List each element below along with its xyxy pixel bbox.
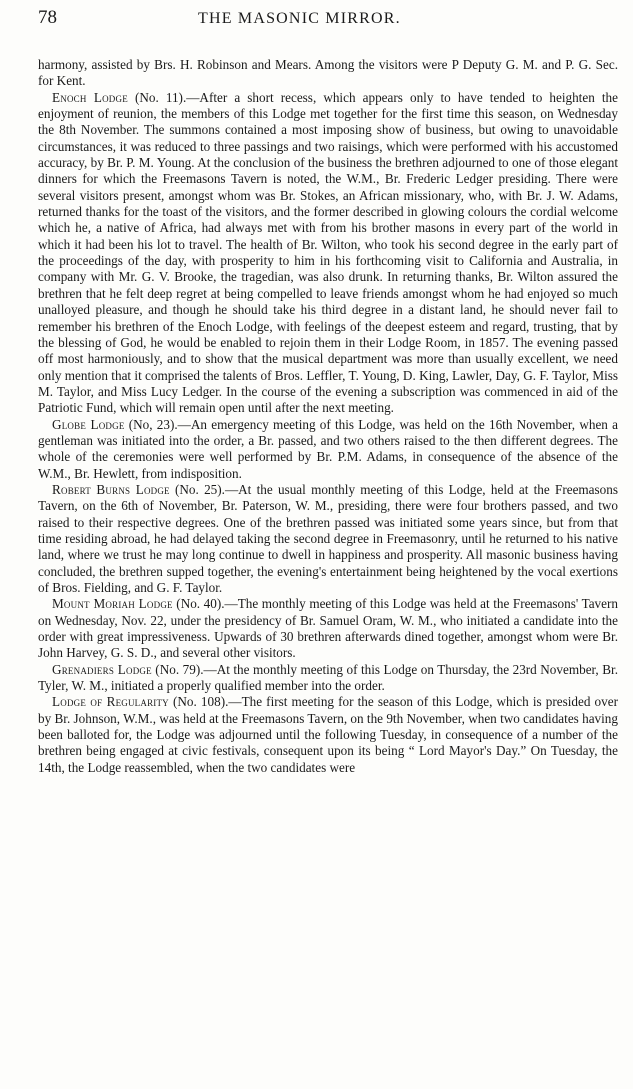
lodge-name: Mount Moriah Lodge — [52, 596, 173, 612]
paragraph-text: (No. 40).—The monthly meeting of this Lodge was held at the Freemasons' Tavern on Wednesday, Nov. 22, under the presidency of Br. Samuel Oram, W. M., who initiated a candidate into the order with great impressiveness. Upwards of 30 brethren afterwards dined together, amongst whom were Br. John Harvey, G. S. D., and several other visitors. — [38, 596, 618, 661]
lodge-name: Grenadiers Lodge — [52, 661, 152, 677]
paragraph-grenadiers-lodge — [38, 662, 618, 695]
page-number: 78 — [38, 7, 57, 28]
paragraph-lodge-of-regularity — [38, 694, 618, 776]
paragraph-globe-lodge — [38, 417, 618, 482]
paragraph-text: harmony, assisted by Brs. H. Robinson and Mears. Among the visitors were P Deputy G. M. and P. G. Sec. for Kent. — [38, 57, 618, 89]
paragraph-robert-burns-lodge — [38, 482, 618, 596]
page-header — [38, 6, 619, 32]
paragraph-continuation — [38, 57, 618, 90]
running-title: THE MASONIC MIRROR. — [198, 10, 401, 27]
paragraph-text: (No. 25).—At the usual monthly meeting of this Lodge, held at the Freemasons Tavern, on the 6th of November, Br. Paterson, W. M., presiding, there were four brothers passed, and two raised to their respective degrees. One of the brethren passed was initiated some years since, but from that time residing abroad, he had delayed taking the second degree in Freemasonry, until he returned to his native land, where we trust he may long continue to dwell in happiness and prosperity. All masonic business having concluded, the brethren supped together, the evening's entertainment being heightened by the vocal exertions of Bros. Fielding, and G. F. Taylor. — [38, 481, 618, 595]
lodge-name: Globe Lodge — [52, 416, 125, 432]
paragraph-text: (No. 11).—After a short recess, which appears only to have tended to heighten the enjoyment of reunion, the members of this Lodge met together for the first time this season, on Wednesday the 8th November. The summons contained a most imposing show of business, but owing to unavoidable circumstances, it was reduced to three passings and two raisings, which were performed with his accustomed accuracy, by Br. P. M. Young. At the conclusion of the business the brethren adjourned to one of those elegant dinners for which the Freemasons Tavern is noted, the W.M., Br. Frederic Ledger presiding. There were several visitors present, amongst whom was Br. Stokes, an African missionary, who, with Br. J. W. Adams, returned thanks for the toast of the visitors, and the former described in glowing colours the cordial welcome which he, a native of Africa, had always met with from his brother masons in every part of the world in which it had been his lot to travel. The health of Br. Wilton, who took his second degree in the early part of the proceedings of the day, with prosperity to him in his forthcoming visit to California and Australia, in company with Mr. G. V. Brooke, the tragedian, was also drunk. In returning thanks, Br. Wilton assured the brethren that he felt deep regret at being compelled to leave friends amongst whom he had enjoyed so much unalloyed pleasure, and though he should take his third degree in a distant land, he should never fail to remember his brethren of the Enoch Lodge, with feelings of the deepest esteem and regard, trusting, that by the blessing of God, he would be enabled to rejoin them in their Lodge Room, in 1857. The evening passed off most harmoniously, and to show that the musical department was more than usually excellent, we need only mention that it comprised the talents of Bros. Leffler, T. Young, D. King, Lawler, Day, G. F. Taylor, Miss M. Taylor, and Miss Lucy Ledger. In the course of the evening a subscription was commenced in aid of the Patriotic Fund, which will remain open until after the next meeting. — [38, 89, 618, 416]
paragraph-text: (No. 79).—At the monthly meeting of this Lodge on Thursday, the 23rd November, Br. Tyler, W. M., initiated a properly qualified member into the order. — [38, 661, 618, 694]
paragraph-text: (No, 23).—An emergency meeting of this Lodge, was held on the 16th November, when a gentleman was initiated into the order, a Br. passed, and two others raised to the then different degrees. The whole of the ceremonies were well performed by Br. P.M. Adams, in consequence of the absence of the W.M., Br. Hewlett, from indisposition. — [38, 416, 618, 481]
article-body — [38, 57, 618, 776]
lodge-name: Robert Burns Lodge — [52, 481, 170, 497]
paragraph-mount-moriah-lodge — [38, 596, 618, 661]
paragraph-enoch-lodge — [38, 90, 618, 417]
lodge-name: Enoch Lodge — [52, 89, 128, 105]
paragraph-text: (No. 108).—The first meeting for the season of this Lodge, which is presided over by Br. Johnson, W.M., was held at the Freemasons Tavern, on the 9th November, when two candidates having been balloted for, the Lodge was adjourned until the following Tuesday, in consequence of a number of the brethren being engaged at civic festivals, consequent upon its being “ Lord Mayor's Day.” On Tuesday, the 14th, the Lodge reassembled, when the two candidates were — [38, 694, 618, 775]
lodge-name: Lodge of Regularity — [52, 694, 169, 710]
